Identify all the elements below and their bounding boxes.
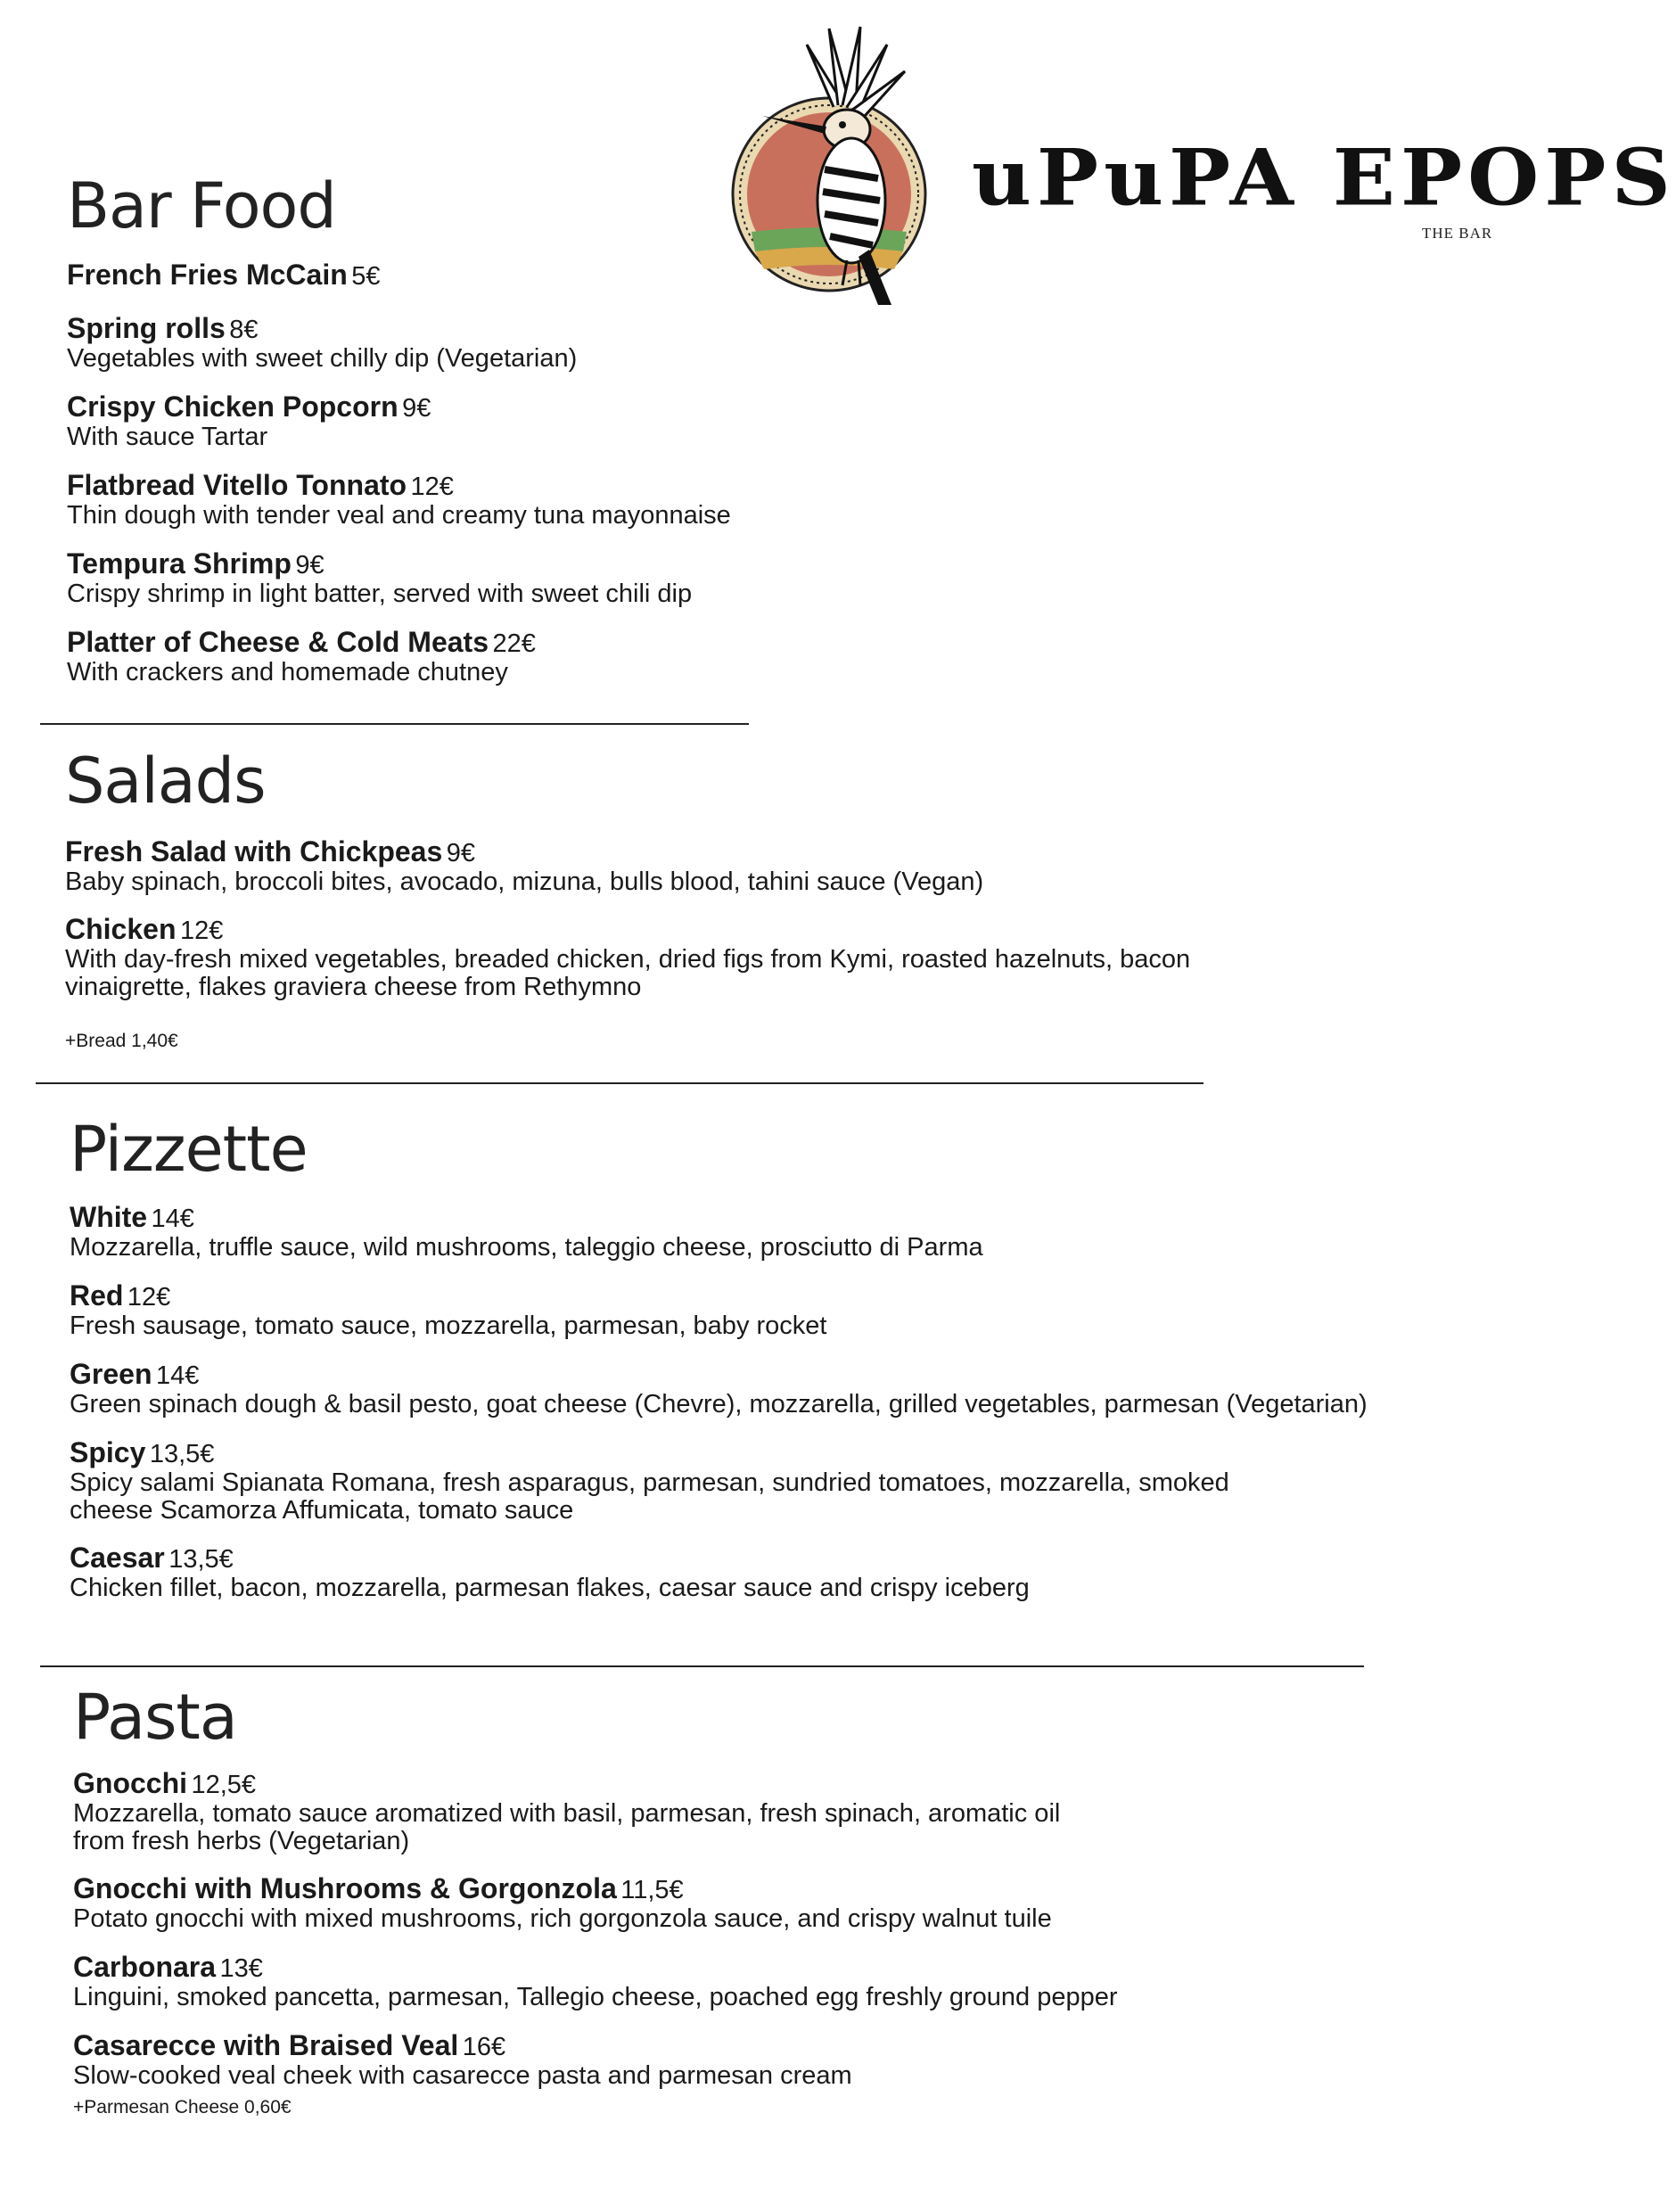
item-description: Linguini, smoked pancetta, parmesan, Tallegio cheese, poached egg freshly ground pepper xyxy=(73,1983,1118,2011)
menu-item xyxy=(70,1436,1229,1525)
item-name: Platter of Cheese & Cold Meats xyxy=(67,626,489,658)
item-price: 13,5€ xyxy=(168,1545,234,1574)
section-divider xyxy=(36,1082,1204,1084)
menu-item xyxy=(73,1951,1118,2011)
item-price: 9€ xyxy=(446,839,475,868)
item-description: Mozzarella, truffle sauce, wild mushrooms, taleggio cheese, prosciutto di Parma xyxy=(70,1233,983,1262)
menu-item xyxy=(73,1767,1060,1855)
item-name: French Fries McCain xyxy=(67,259,348,291)
item-description: With sauce Tartar xyxy=(67,423,268,451)
section-title-pasta: Pasta xyxy=(73,1681,237,1754)
section-divider xyxy=(40,1665,1364,1667)
menu-item xyxy=(70,1201,983,1262)
menu-item xyxy=(67,469,731,530)
item-price: 12€ xyxy=(410,473,454,501)
extra-note: +Bread 1,40€ xyxy=(65,1031,178,1051)
item-description: With day-fresh mixed vegetables, breaded chicken, dried figs from Kymi, roasted hazelnuts, bacon xyxy=(65,945,1191,974)
item-name: Red xyxy=(70,1279,124,1312)
item-price: 12,5€ xyxy=(191,1771,257,1799)
item-price: 12€ xyxy=(127,1283,171,1312)
item-description: from fresh herbs (Vegetarian) xyxy=(73,1827,410,1855)
item-name: Gnocchi xyxy=(73,1767,188,1799)
menu-item xyxy=(67,391,431,451)
item-name: White xyxy=(70,1201,148,1233)
section-title-bar-food: Bar Food xyxy=(67,169,336,243)
item-description: Slow-cooked veal cheek with casarecce pasta and parmesan cream xyxy=(73,2061,852,2090)
menu-item xyxy=(67,259,380,292)
section-title-pizzette: Pizzette xyxy=(70,1113,308,1186)
item-name: Carbonara xyxy=(73,1951,217,1983)
extra-note: +Parmesan Cheese 0,60€ xyxy=(73,2097,292,2117)
item-description: Baby spinach, broccoli bites, avocado, mizuna, bulls blood, tahini sauce (Vegan) xyxy=(65,868,984,896)
item-description: Potato gnocchi with mixed mushrooms, rich gorgonzola sauce, and crispy walnut tuile xyxy=(73,1904,1052,1933)
item-price: 9€ xyxy=(295,551,325,580)
item-name: Casarecce with Braised Veal xyxy=(73,2029,459,2061)
item-name: Green xyxy=(70,1358,152,1390)
item-description: Chicken fillet, bacon, mozzarella, parmesan flakes, caesar sauce and crispy iceberg xyxy=(70,1574,1030,1602)
menu-item xyxy=(67,312,577,373)
menu-item xyxy=(70,1279,826,1340)
item-price: 16€ xyxy=(462,2033,506,2061)
item-price: 8€ xyxy=(229,316,259,344)
item-description: With crackers and homemade chutney xyxy=(67,658,508,687)
item-price: 22€ xyxy=(492,629,536,658)
item-price: 5€ xyxy=(351,262,381,291)
item-name: Spicy xyxy=(70,1436,146,1468)
item-name: Caesar xyxy=(70,1542,165,1574)
menu-item xyxy=(73,2029,852,2090)
item-name: Gnocchi with Mushrooms & Gorgonzola xyxy=(73,1872,617,1904)
item-description: Thin dough with tender veal and creamy tuna mayonnaise xyxy=(67,501,731,530)
section-divider xyxy=(40,723,749,725)
menu-item xyxy=(65,835,983,896)
item-price: 12€ xyxy=(179,917,224,945)
item-price: 13,5€ xyxy=(149,1440,215,1468)
item-price: 14€ xyxy=(155,1361,200,1390)
item-name: Chicken xyxy=(65,913,177,945)
item-description: Fresh sausage, tomato sauce, mozzarella, parmesan, baby rocket xyxy=(70,1312,827,1340)
item-name: Crispy Chicken Popcorn xyxy=(67,391,398,423)
menu-item xyxy=(67,547,692,608)
hoopoe-emblem-icon xyxy=(733,27,925,305)
item-description: Green spinach dough & basil pesto, goat cheese (Chevre), mozzarella, grilled vegetables, parmesan (Vegetarian) xyxy=(70,1390,1368,1418)
item-name: Fresh Salad with Chickpeas xyxy=(65,835,443,868)
section-title-salads: Salads xyxy=(65,744,266,818)
item-description: cheese Scamorza Affumicata, tomato sauce xyxy=(70,1496,574,1525)
item-name: Tempura Shrimp xyxy=(67,547,292,580)
item-description: Crispy shrimp in light batter, served with sweet chili dip xyxy=(67,580,693,608)
item-name: Spring rolls xyxy=(67,312,226,344)
item-price: 11,5€ xyxy=(620,1876,684,1904)
item-price: 14€ xyxy=(151,1205,194,1233)
item-name: Flatbread Vitello Tonnato xyxy=(67,469,407,501)
menu-item xyxy=(70,1542,1030,1602)
item-description: vinaigrette, flakes graviera cheese from Rethymno xyxy=(65,973,642,1001)
item-price: 9€ xyxy=(402,394,431,423)
item-description: Mozzarella, tomato sauce aromatized with basil, parmesan, fresh spinach, aromatic oil xyxy=(73,1799,1061,1828)
menu-item xyxy=(67,626,536,687)
item-description: Spicy salami Spianata Romana, fresh asparagus, parmesan, sundried tomatoes, mozzarella, smoked xyxy=(70,1468,1229,1497)
item-price: 13€ xyxy=(219,1954,263,1983)
menu-item xyxy=(70,1358,1368,1418)
brand-subtitle: THE BAR xyxy=(1422,225,1493,242)
brand-name: uPuPA EPOPS xyxy=(972,131,1676,224)
item-description: Vegetables with sweet chilly dip (Vegetarian) xyxy=(67,344,578,373)
menu-item xyxy=(65,913,1190,1001)
menu-item xyxy=(73,1872,1052,1933)
